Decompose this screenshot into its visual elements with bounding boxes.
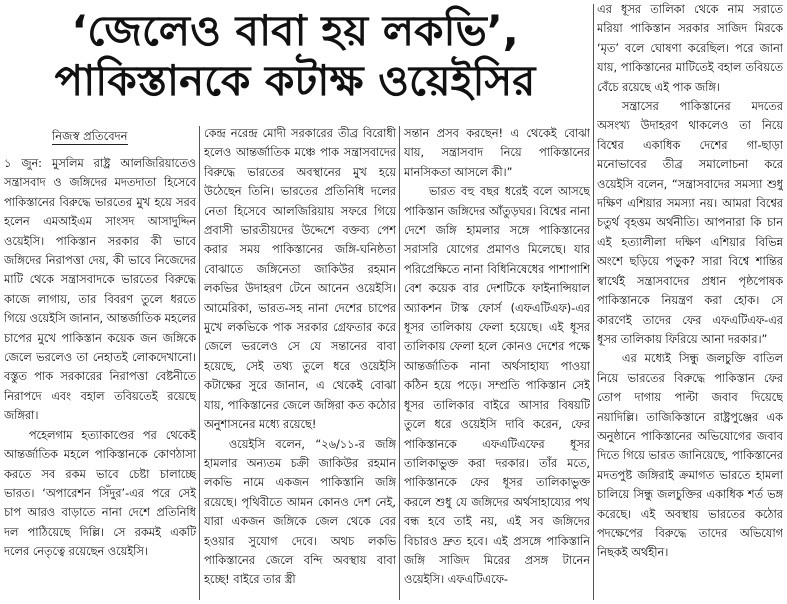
byline: [4, 126, 196, 150]
paragraph: সন্তান প্রসব করছেন! এ থেকেই বোঝা যায়, সন্ত্রাসবাদ নিয়ে পাকিস্তানের মানসিকতা আসলে কী।”: [404, 127, 590, 179]
headline: [0, 0, 590, 122]
byline-text: নিজস্ব প্রতিবেদন: [52, 129, 128, 143]
article-column-4: [597, 0, 783, 602]
paragraph: ১ জুন: মুসলিম রাষ্ট্র আলজিরিয়াতেও সন্ত্রাসবাদ ও জঙ্গিদের মদতদাতা হিসেবে পাকিস্তানের বিরুদ্ধে ভারতের মুখ হয়ে সরব হলেন এমআইএম সাংসদ আসাদুদ্দিন ওয়েইসি। পাকিস্তান সরকার কী ভাবে জঙ্গিদের নিরাপত্তা দেয়, কী ভাবে নিজেদের মাটি থেকে সন্ত্রাসবাদকে ভারতের বিরুদ্ধে কাজে লাগায়, তার বিবরণ তুলে ধরতে গিয়ে ওয়েইসি জানান, আন্তর্জাতিক মহলের চাপের মুখে পাকিস্তান কয়েক জন জঙ্গিকে জেলে ভরলেও তা নেহাতই লোকদেখানো। বস্তুত পাক সরকারের নিরাপত্তা বেষ্টনীতে নিরাপদে এবং বহাল তবিয়তেই রয়েছে জঙ্গিরা।: [4, 157, 196, 423]
headline-line-2: পাকিস্তানকে কটাক্ষ ওয়েইসির: [54, 56, 536, 106]
article-column-1: [4, 124, 196, 602]
article-column-2: [204, 124, 396, 602]
column-divider: [399, 126, 400, 600]
paragraph: ভারত বহু বছর ধরেই বলে আসছে পাকিস্তান জঙ্গিদের আঁতুড়ঘর। বিশ্বের নানা দেশে জঙ্গি হামলার সঙ্গে পাকিস্তানের সরাসরি যোগের প্রমাণও মিলেছে। যার পরিপ্রেক্ষিতে নানা বিধিনিষেধের পাশাপাশি বেশ কয়েক বার দেশটিকে ফাইনান্সিয়াল অ্যাকশন টাস্ক ফোর্স (এফএটিএফ)-এর ধূসর তালিকায় ফেলা হয়েছে। এই ধূসর তালিকায় ফেলা হলে কোনও দেশের পক্ষে আন্তর্জাতিক নানা অর্থসাহায্য পাওয়া কঠিন হয়ে পড়ে। সম্প্রতি পাকিস্তান সেই ধূসর তালিকার বাইরে আসার বিষয়টি তুলে ধরে ওয়েইসি দাবি করেন, ফের পাকিস্তানকে এফএটিএফের ধূসর তালিকাভুক্ত করা দরকার। তাঁর মতে, পাকিস্তানকে ফের ধূসর তালিকাভুক্ত করলে শুধু যে জঙ্গিদের অর্থসাহায্যের পথ বন্ধ হবে তাই নয়, এই সব জঙ্গিদের বিচারও দ্রুত হবে। এই প্রসঙ্গে পাকিস্তানি জঙ্গি সাজিদ মিরের প্রসঙ্গ টানেন ওয়েইসি। এফএটিএফে-: [404, 185, 590, 587]
paragraph: কেন্দ্র নরেন্দ্র মোদী সরকারের তীব্র বিরোধী হলেও আন্তর্জাতিক মঞ্চে পাক সন্ত্রাসবাদের বিরুদ্ধে ভারতের অবস্থানের মুখ হয়ে উঠেছেন তিনি। ভারতের প্রতিনিধি দলের নেতা হিসেবে আলজিরিয়ায় সফরে গিয়ে প্রবাসী ভারতীয়দের উদ্দেশে বক্তব্য পেশ করার সময় পাকিস্তানের জঙ্গি-ঘনিষ্ঠতা বোঝাতে জঙ্গিনেতা জাকিউর রহমান লকভির উদাহরণ টেনে আনেন ওয়েইসি। আমেরিকা, ভারত-সহ নানা দেশের চাপের মুখে লকভিকে পাক সরকার গ্রেফতার করে জেলে ভরলেও সে যে সন্তানের বাবা হয়েছে, সেই তথ্য তুলে ধরে ওয়েইসি কটাক্ষের সুরে জানান, এ থেকেই বোঝা যায়, পাকিস্তানের জেলে জঙ্গিরা কত কঠোর অনুশাসনের মধ্যে রয়েছে!: [204, 127, 396, 432]
paragraph: এর ধূসর তালিকা থেকে নাম সরাতে মরিয়া পাকিস্তান সরকার সাজিদ মিরকে ‘মৃত’ বলে ঘোষণা করেছিল। পরে জানা যায়, পাকিস্তানের মাটিতেই বহাল তবিয়তে বেঁচে রয়েছে এই পাক জঙ্গি।: [597, 3, 783, 94]
article-column-3: [404, 124, 590, 602]
paragraph: ওয়েইসি বলেন, “২৬/১১-র জঙ্গি হামলার অন্যতম চক্রী জাকিউর রহমান লকভি নামে একজন পাকিস্তানি জঙ্গি রয়েছে। পৃথিবীতে আমন কোনও দেশ নেই, যারা একজন জঙ্গিকে জেল থেকে বের হওয়ার সুযোগ দেবে। অথচ লকভি পাকিস্তানের জেলে বন্দি অবস্থায় বাবা হচ্ছে! বাইরে তার স্ত্রী: [204, 437, 396, 587]
paragraph: এর মধ্যেই সিন্ধু জলচুক্তি বাতিল নিয়ে ভারতের বিরুদ্ধে পাকিস্তান ফের তোপ দাগায় পাল্টা জবাব দিয়েছে নয়াদিল্লি। তাজিকিস্তানে রাষ্ট্রপুঞ্জের এক অনুষ্ঠানে পাকিস্তানের অভিযোগের জবাব দিতে গিয়ে ভারত জানিয়েছে, পাকিস্তানের মদতপুষ্ট জঙ্গিরাই ক্রমাগত ভারতে হামলা চালিয়ে সিন্ধু জলচুক্তির একাধিক শর্ত ভঙ্গ করেছে। এই অবস্থায় ভারতের কঠোর পদক্ষেপের বিরুদ্ধে তাদের অভিযোগ নিছকই অর্থহীন।: [597, 352, 783, 560]
paragraph: পহেলগাম হত্যাকাণ্ডের পর থেকেই আন্তর্জাতিক মহলে পাকিস্তানকে কোণঠাসা করতে সব রকম ভাবে চেষ্টা চালাচ্ছে ভারত। ‘অপারেশন সিঁদুর’-এর পরে সেই চাপ আরও বাড়াতে নানা দেশে প্রতিনিধি দল পাঠিয়েছে দিল্লি। সে রকমই একটি দলের নেতৃত্বে রয়েছেন ওয়েইসি।: [4, 428, 196, 559]
column-divider: [199, 126, 200, 600]
paragraph: সন্ত্রাসের পাকিস্তানের মদতের অসংখ্য উদাহরণ থাকলেও তা নিয়ে বিশ্বের একাধিক দেশের গা-ছাড়া মনোভাবের তীব্র সমালোচনা করে ওয়েইসি বলেন, “সন্ত্রাসবাদের সমস্যা শুধু দক্ষিণ এশিয়ার সমস্যা নয়। আমরা বিশ্বের চতুর্থ বৃহত্তম অর্থনীতি। আপনারা কি চান এই হত্যালীলা দক্ষিণ এশিয়ার বিভিন্ন অংশে ছড়িয়ে পড়ুক? সারা বিশ্বে শান্তির স্বার্থেই সন্ত্রাসবাদের প্রধান পৃষ্ঠপোষক পাকিস্তানকে নিয়ন্ত্রণ করা হোক। সে কারণেই তাদের ফের এফএটিএফ-এর ধূসর তালিকায় ফিরিয়ে আনা দরকার।”: [597, 100, 783, 346]
column-divider: [593, 4, 594, 600]
headline-line-1: ‘জেলেও বাবা হয় লকভি’,: [71, 6, 519, 55]
